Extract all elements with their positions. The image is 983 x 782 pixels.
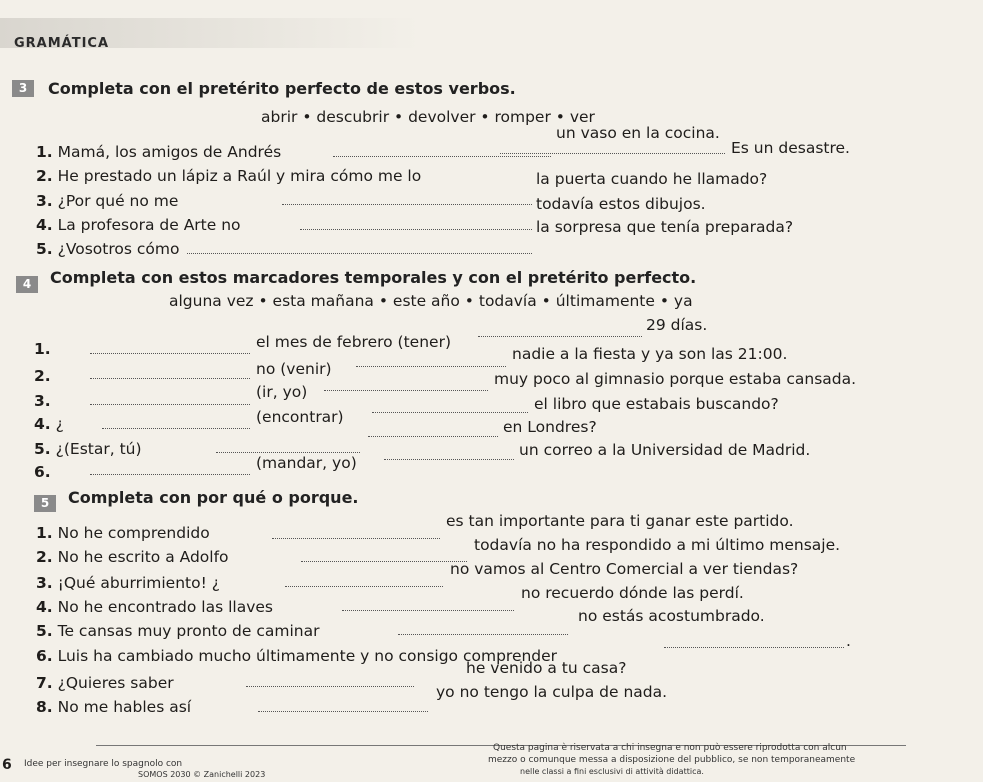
ex4-blank-6a[interactable]	[90, 474, 250, 475]
ex5-item-4: 4. No he encontrado las llaves	[36, 598, 274, 616]
ex4-item-4-hint: (encontrar)	[256, 408, 344, 426]
ex3-item-2: 2. He prestado un lápiz a Raúl y mira cómo me lo	[36, 167, 422, 185]
ex4-blank-4b[interactable]	[372, 412, 528, 413]
ex4-item-6-hint: (mandar, yo)	[256, 454, 357, 472]
ex4-item-3-end: muy poco al gimnasio porque estaba cansada.	[494, 370, 857, 388]
exercise-3-instruction: Completa con el pretérito perfecto de estos verbos.	[48, 79, 516, 98]
ex4-item-1-end: 29 días.	[646, 316, 708, 334]
ex5-item-7: 7. ¿Quieres saber	[36, 674, 174, 692]
exercise-badge-5: 5	[34, 495, 56, 512]
ex4-item-6-end: un correo a la Universidad de Madrid.	[519, 441, 811, 459]
exercise-4-word-bank: alguna vez • esta mañana • este año • todavía • últimamente • ya	[169, 292, 693, 310]
ex4-item-2-num: 2.	[34, 367, 51, 385]
ex5-item-5-end: no estás acostumbrado.	[578, 607, 765, 625]
ex5-item-5: 5. Te cansas muy pronto de caminar	[36, 622, 320, 640]
ex4-blank-1b[interactable]	[478, 336, 642, 337]
ex3-blank-1[interactable]	[333, 156, 551, 157]
footer-right-line1: Questa pagina è riservata a chi insegna e non può essere riprodotta con alcun	[493, 743, 847, 753]
ex4-blank-1a[interactable]	[90, 353, 250, 354]
ex3-blank-3[interactable]	[282, 204, 532, 205]
ex4-item-5: 5. ¿(Estar, tú)	[34, 440, 142, 458]
ex3-item-1: 1. Mamá, los amigos de Andrés	[36, 143, 282, 161]
ex5-blank-4[interactable]	[342, 610, 514, 611]
ex4-item-3-num: 3.	[34, 392, 51, 410]
ex5-blank-3[interactable]	[285, 586, 443, 587]
ex4-blank-4a[interactable]	[102, 428, 250, 429]
ex4-blank-5a[interactable]	[216, 452, 360, 453]
ex4-item-1-num: 1.	[34, 340, 51, 358]
ex5-item-8-end: yo no tengo la culpa de nada.	[436, 683, 668, 701]
ex5-blank-6[interactable]	[664, 647, 844, 648]
footer-right-line2: mezzo o comunque messa a disposizione del pubblico, se non temporaneamente	[488, 755, 856, 765]
ex3-blank-2[interactable]	[500, 153, 725, 154]
ex3-item-3-end: la puerta cuando he llamado?	[536, 170, 768, 188]
ex5-item-2-end: todavía no ha respondido a mi último mensaje.	[474, 536, 841, 554]
ex5-item-1: 1. No he comprendido	[36, 524, 210, 542]
ex3-blank-4[interactable]	[300, 229, 532, 230]
ex5-item-6: 6. Luis ha cambiado mucho últimamente y no consigo comprender	[36, 647, 558, 665]
ex3-item-2-end: Es un desastre.	[731, 139, 850, 157]
ex3-item-3: 3. ¿Por qué no me	[36, 192, 179, 210]
ex4-item-4-num: 4. ¿	[34, 415, 64, 433]
ex4-item-6-num: 6.	[34, 463, 51, 481]
ex4-blank-3a[interactable]	[90, 404, 250, 405]
ex4-item-2-hint: no (venir)	[256, 360, 332, 378]
ex4-item-2-end: nadie a la fiesta y ya son las 21:00.	[512, 345, 788, 363]
ex3-item-1-end: un vaso en la cocina.	[556, 124, 720, 142]
exercise-badge-3: 3	[12, 80, 34, 97]
ex5-item-2: 2. No he escrito a Adolfo	[36, 548, 229, 566]
page-number: 6	[2, 757, 12, 773]
footer-right-line3: nelle classi a fini esclusivi di attività didattica.	[520, 767, 704, 776]
ex5-blank-7[interactable]	[246, 686, 414, 687]
footer-left-line1: Idee per insegnare lo spagnolo con	[24, 759, 183, 769]
exercise-4-instruction: Completa con estos marcadores temporales y con el pretérito perfecto.	[50, 268, 697, 287]
ex5-blank-1[interactable]	[272, 538, 440, 539]
ex3-blank-5[interactable]	[187, 253, 532, 254]
ex5-item-3-end: no vamos al Centro Comercial a ver tiendas?	[450, 560, 799, 578]
ex3-item-4: 4. La profesora de Arte no	[36, 216, 241, 234]
ex4-item-5-end: en Londres?	[503, 418, 597, 436]
ex4-blank-2b[interactable]	[356, 366, 506, 367]
ex4-blank-5b[interactable]	[368, 436, 498, 437]
ex5-item-7-end: he venido a tu casa?	[466, 659, 627, 677]
ex5-item-4-end: no recuerdo dónde las perdí.	[521, 584, 744, 602]
ex4-item-1-hint: el mes de febrero (tener)	[256, 333, 451, 351]
ex4-item-3-hint: (ir, yo)	[256, 383, 308, 401]
footer-left-line2: SOMOS 2030 © Zanichelli 2023	[138, 770, 266, 779]
ex5-blank-5[interactable]	[398, 634, 568, 635]
ex5-blank-2[interactable]	[301, 561, 467, 562]
ex3-item-5-end: la sorpresa que tenía preparada?	[536, 218, 794, 236]
ex4-blank-3b[interactable]	[324, 390, 488, 391]
exercise-badge-4: 4	[16, 276, 38, 293]
exercise-5-instruction: Completa con por qué o porque.	[68, 488, 359, 507]
exercise-3-word-bank: abrir • descubrir • devolver • romper • ver	[261, 108, 595, 126]
ex5-item-1-end: es tan importante para ti ganar este partido.	[446, 512, 794, 530]
section-label: GRAMÁTICA	[14, 36, 110, 51]
ex5-item-6-end: .	[846, 632, 851, 650]
ex3-item-4-end: todavía estos dibujos.	[536, 195, 706, 213]
ex5-blank-8[interactable]	[258, 711, 428, 712]
ex5-item-3: 3. ¡Qué aburrimiento! ¿	[36, 574, 220, 592]
ex3-item-5: 5. ¿Vosotros cómo	[36, 240, 180, 258]
ex4-item-4-end: el libro que estabais buscando?	[534, 395, 779, 413]
ex4-blank-6b[interactable]	[384, 459, 514, 460]
ex5-item-8: 8. No me hables así	[36, 698, 192, 716]
ex4-blank-2a[interactable]	[90, 378, 250, 379]
